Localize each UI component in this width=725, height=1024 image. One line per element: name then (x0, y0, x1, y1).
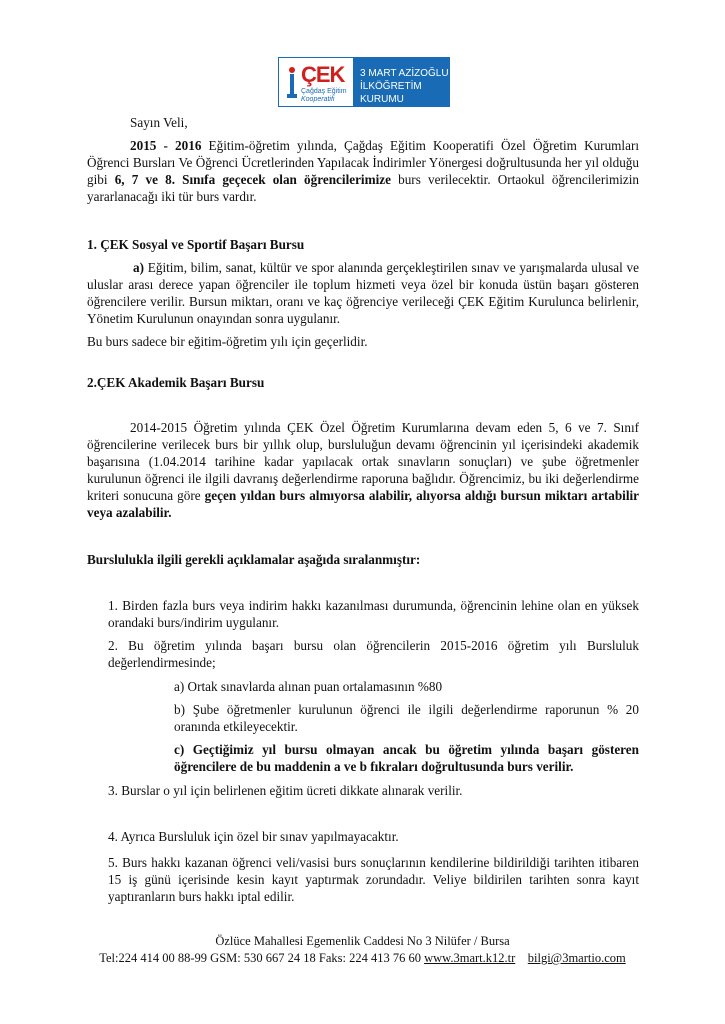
torch-figure-icon (285, 64, 299, 102)
intro-years: 2015 - 2016 (130, 138, 202, 153)
section2-bold-text: geçen yıldan burs almıyorsa alabilir, alıyorsa aldığı bursun miktarı artabilir veya azalabilir. (87, 488, 639, 520)
section1-heading: 1. ÇEK Sosyal ve Sportif Başarı Bursu (87, 237, 305, 252)
explanations-heading: Burslulukla ilgili gerekli açıklamalar aşağıda sıralanmıştır: (87, 552, 421, 567)
section1-a-label: a) (133, 260, 144, 275)
intro-text-1: Eğitim-öğretim yılında, Çağdaş Eğitim Kooperatifi Özel Öğretim Kurumları Öğrenci Bursları Ve Öğrenci Ücretlerinden Yapılacak İndirimler Yönergesi doğrultusunda her yıl olduğu gibi (87, 138, 639, 187)
logo-brand: ÇEK (301, 62, 345, 87)
logo-subtitle: Çağdaş Eğitim (301, 88, 347, 95)
footer-contact (0, 951, 725, 966)
intro-text-2: burs verilecektir. Ortaokul öğrencilerimizin yararlanacağı iki tür burs vardır. (87, 172, 639, 204)
school-name-line-1: 3 MART AZİZOĞLU (360, 68, 449, 79)
school-name (354, 57, 450, 107)
intro-paragraph (87, 137, 639, 205)
greeting: Sayın Veli, (130, 115, 188, 130)
header-logo (278, 57, 450, 107)
section2-paragraph (87, 419, 639, 521)
explanation-sub-c: c) Geçtiğimiz yıl bursu olmayan ancak bu öğretim yılında başarı gösteren öğrencilere de bu maddenin a ve b fıkraları doğrultusunda burs verilir. (174, 742, 639, 774)
explanation-item-4: 4. Ayrıca Bursluluk için özel bir sınav yapılmayacaktır. (108, 829, 399, 844)
explanation-item-2: 2. Bu öğretim yılında başarı bursu olan öğrencilerin 2015-2016 öğretim yılı Bursluluk değerlendirmesinde; (108, 638, 639, 670)
section2-heading: 2.ÇEK Akademik Başarı Bursu (87, 375, 265, 390)
footer-contact-numbers: Tel:224 414 00 88-99 GSM: 530 667 24 18 Faks: 224 413 76 60 (99, 951, 425, 965)
school-name-line-2: İLKÖĞRETİM KURUMU (360, 81, 422, 105)
footer-email-link[interactable]: bilgi@3martio.com (527, 951, 626, 965)
section1-note: Bu burs sadece bir eğitim-öğretim yılı için geçerlidir. (87, 334, 368, 349)
explanation-sub-a: a) Ortak sınavlarda alınan puan ortalamasının %80 (174, 679, 443, 694)
logo-subtitle-2: Kooperatifi (301, 96, 335, 103)
cek-logo (278, 57, 354, 107)
explanation-item-1: 1. Birden fazla burs veya indirim hakkı kazanılması durumunda, öğrencinin lehine olan en yüksek orandaki burs/indirim uygulanır. (108, 598, 639, 630)
explanation-sub-b: b) Şube öğretmenler kurulunun öğrenci ile ilgili değerlendirme raporunun % 20 oranında etkileyecektir. (174, 702, 639, 734)
intro-grades: 6, 7 ve 8. Sınıfa geçecek olan öğrencilerimize (114, 172, 391, 187)
explanation-item-3: 3. Burslar o yıl için belirlenen eğitim ücreti dikkate alınarak verilir. (108, 783, 463, 798)
section2-text: 2014-2015 Öğretim yılında ÇEK Özel Öğretim Kurumlarına devam eden 5, 6 ve 7. Sınıf öğrencilerine verilecek burs bir yıllık olup, bursluluğun devamı öğrencinin yıl içerisindeki akademik başarısına (1.04.2014 tarihine kadar yapılacak ortak sınavların sonuçları) ve şube öğretmenler kurulunun öğrenci ile ilgili davranış değerlendirme raporuna bağlıdır. Öğrencimiz, bu iki değerlendirme kriteri sonucuna göre (87, 420, 639, 503)
footer-website-link[interactable]: www.3mart.k12.tr (424, 951, 516, 965)
footer-address: Özlüce Mahallesi Egemenlik Caddesi No 3 Nilüfer / Bursa (215, 934, 510, 948)
section1-paragraph (87, 259, 639, 327)
section1-a-text: Eğitim, bilim, sanat, kültür ve spor alanında gerçekleştirilen sınav ve yarışmalarda ulusal ve uluslar arası derece yapan öğrenciler ile toplum hizmeti veya özel bir konuda üstün başarı gösteren öğrencilere verilir. Bursun miktarı, oranı ve kaç öğrenciye verileceği ÇEK Eğitim Kurulunca belirlenir, Yönetim Kurulunun onayından sonra uygulanır. (87, 260, 639, 326)
explanation-item-5: 5. Burs hakkı kazanan öğrenci veli/vasisi burs sonuçlarının kendilerine bildirildiği tarihten itibaren 15 iş günü içerisinde kesin kayıt yaptırmak zorundadır. Veliye bildirilen tarihten sonra kayıt yaptıranların burs hakkı iptal edilir. (108, 855, 639, 904)
